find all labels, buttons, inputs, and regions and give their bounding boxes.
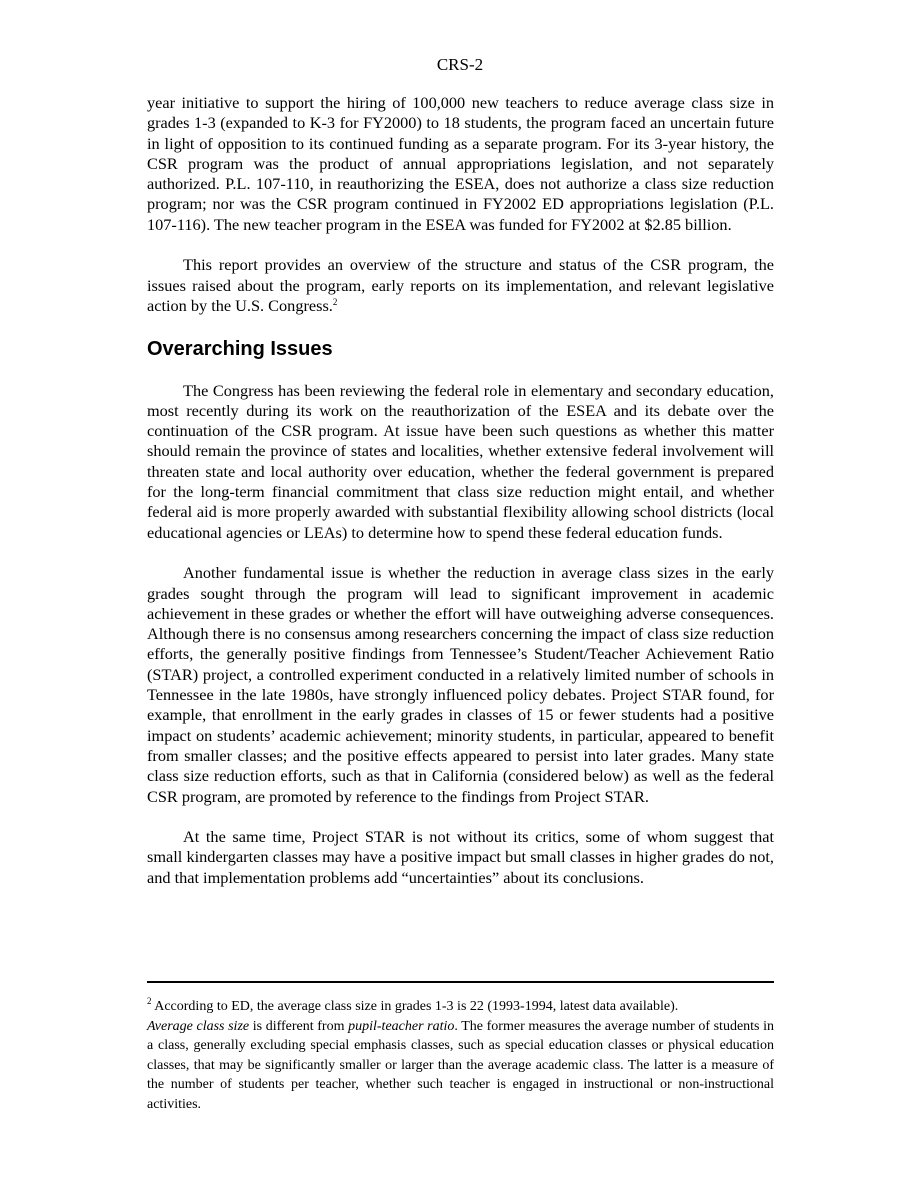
- footnote-term-pupil-teacher-ratio: pupil-teacher ratio: [348, 1018, 455, 1034]
- footnote-term-average-class-size: Average class size: [147, 1018, 250, 1034]
- paragraph-continuation: year initiative to support the hiring of 100,000 new teachers to reduce average class size in grades 1-3 (expanded to K-3 for FY2000) to 18 students, the program faced an uncertain future in light of opposition to its continued funding as a separate program. For its 3-year history, the CSR program was the product of annual appropriations legislation, and not separately authorized. P.L. 107-110, in reauthorizing the ESEA, does not authorize a class size reduction program; nor was the CSR program continued in FY2002 ED appropriations legislation (P.L. 107-116). The new teacher program in the ESEA was funded for FY2002 at $2.85 billion.: [147, 93, 774, 234]
- paragraph-text: This report provides an overview of the structure and status of the CSR program, the issues raised about the program, early reports on its implementation, and relevant legislative action by the U.S. Congress.: [147, 255, 774, 315]
- footnote-text-b: is different from: [249, 1018, 349, 1034]
- footnote-text: [147, 997, 774, 1114]
- footnote-divider: [147, 981, 774, 983]
- paragraph-critics: At the same time, Project STAR is not without its critics, some of whom suggest that small kindergarten classes may have a positive impact but small classes in higher grades do not, and that implementation problems add “uncertainties” about its conclusions.: [147, 827, 774, 887]
- section-heading: Overarching Issues: [147, 337, 333, 360]
- footnote-reference[interactable]: 2: [332, 296, 338, 307]
- footnote-text-c: . The former measures the average number of students in a class, generally excluding special emphasis classes, such as special education classes or physical education classes, that may be significantly smaller or larger than the average academic class. The latter is a measure of the number of students per teacher, whether such teacher is engaged in instructional or non-instructional activities.: [147, 1018, 775, 1112]
- footnote-number: 2: [147, 996, 152, 1006]
- footnote: [147, 997, 774, 1114]
- page-header: CRS-2: [436, 55, 484, 74]
- paragraph-fundamental-issue: Another fundamental issue is whether the reduction in average class sizes in the early grades sought through the program will lead to significant improvement in academic achievement in these grades or whether the effort will have outweighing adverse consequences. Although there is no consensus among researchers concerning the impact of class size reduction efforts, the generally positive findings from Tennessee’s Student/Teacher Achievement Ratio (STAR) project, a controlled experiment conducted in a relatively limited number of schools in Tennessee in the late 1980s, have strongly influenced policy debates. Project STAR found, for example, that enrollment in the early grades in classes of 15 or fewer students had a positive impact on students’ academic achievement; minority students, in particular, appeared to benefit from smaller classes; and the positive effects appeared to persist into later grades. Many state class size reduction efforts, such as that in California (considered below) as well as the federal CSR program, are promoted by reference to the findings from Project STAR.: [147, 563, 774, 806]
- body-text: [147, 93, 774, 888]
- paragraph-report-overview: [147, 255, 774, 316]
- footnote-text-a: According to ED, the average class size in grades 1-3 is 22 (1993-1994, latest data available).: [151, 999, 679, 1014]
- paragraph-federal-role: The Congress has been reviewing the federal role in elementary and secondary education, most recently during its work on the reauthorization of the ESEA and its debate over the continuation of the CSR program. At issue have been such questions as whether this matter should remain the province of states and localities, whether extensive federal involvement will threaten state and local authority over education, whether the federal government is prepared for the long-term financial commitment that class size reduction might entail, and whether federal aid is more properly awarded with substantial flexibility allowing school districts (local educational agencies or LEAs) to determine how to spend these federal education funds.: [147, 380, 774, 542]
